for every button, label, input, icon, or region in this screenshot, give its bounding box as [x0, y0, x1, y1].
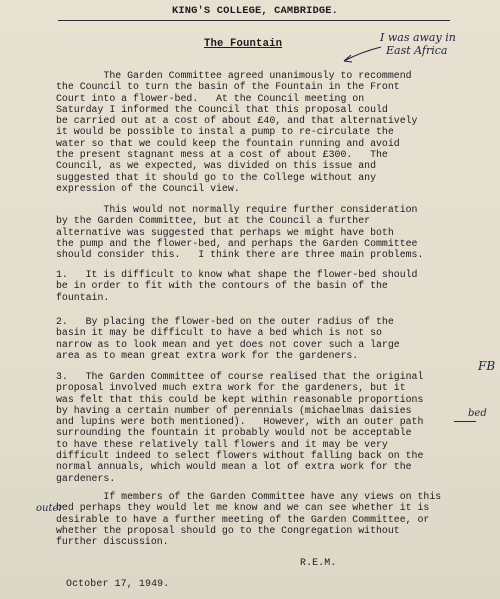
point-2 [56, 316, 486, 361]
text-line: area as to mean great extra work for the gardeners. [56, 349, 359, 361]
document-date: October 17, 1949. [66, 578, 170, 589]
text-line: whether the proposal should go to the Congregation without [56, 524, 400, 536]
margin-note-line1: I was away in [380, 31, 456, 44]
margin-arrow-icon [335, 44, 385, 66]
text-line: fountain. [56, 291, 110, 303]
college-header: KING'S COLLEGE, CAMBRIDGE. [172, 5, 339, 17]
handwritten-outer: outer [36, 503, 64, 514]
text-line: Saturday I informed the Council that this proposal could [56, 103, 388, 115]
point-1 [56, 269, 486, 303]
text-line: Council, as we expected, was divided on this issue and [56, 160, 377, 172]
page-title: The Fountain [204, 38, 283, 50]
text-line: gardeners. [56, 472, 116, 484]
text-line: narrow as to look mean and yet does not cover such a large [56, 338, 400, 350]
text-line: This would not normally require further consideration [56, 204, 418, 215]
margin-note-line2: East Africa [386, 44, 448, 57]
text-line: the present stagnant mess at a cost of about £300. The [56, 149, 388, 161]
text-line: basin it may be difficult to have a bed which is not so [56, 327, 382, 339]
text-line: surrounding the fountain it probably would not be acceptable [56, 427, 412, 439]
text-line: water so that we could keep the fountain running and avoid [56, 137, 400, 149]
text-line: 3. The Garden Committee of course realised that the original [56, 371, 424, 382]
text-line: be in order to fit with the contours of the basin of the [56, 280, 388, 292]
paragraph-2 [56, 204, 486, 260]
text-line: be carried out at a cost of about £40, and that alternatively [56, 115, 418, 127]
strikethrough-mark [454, 421, 476, 422]
text-line: was felt that this could be kept within reasonable proportions [56, 393, 424, 405]
text-line: should consider this. I think there are three main problems. [56, 249, 424, 261]
text-line: desirable to have a further meeting of the Garden Committee, or [56, 513, 430, 525]
text-line: it would be possible to instal a pump to re-circulate the [56, 126, 394, 138]
handwritten-initials: FB [478, 359, 496, 373]
text-line: by having a certain number of perennials (michaelmas daisies [56, 404, 412, 416]
paragraph-closing [56, 491, 486, 547]
text-line: alternative was suggested that perhaps we might have both [56, 226, 394, 238]
text-line: If members of the Garden Committee have any views on this [56, 491, 442, 502]
text-line: The Garden Committee agreed unanimously to recommend [56, 70, 412, 81]
signature-initials: R.E.M. [300, 557, 337, 568]
text-line: by the Garden Committee, but at the Council a further [56, 215, 371, 227]
text-line: normal annuals, which would mean a lot of extra work for the [56, 461, 412, 473]
header-rule [58, 20, 450, 21]
text-line: further discussion. [56, 536, 169, 548]
text-line: to have these relatively tall flowers and it may be very [56, 438, 388, 450]
text-line: expression of the Council view. [56, 182, 240, 194]
text-line: the pump and the flower-bed, and perhaps the Garden Committee [56, 237, 418, 249]
point-3 [56, 371, 486, 484]
text-line: 1. It is difficult to know what shape the flower-bed should [56, 269, 418, 280]
text-line: suggested that it should go to the College without any [56, 171, 377, 183]
handwritten-bed: bed [468, 408, 487, 419]
text-line: difficult indeed to select flowers without falling back on the [56, 450, 424, 462]
text-line: proposal involved much extra work for the gardeners, but it [56, 382, 406, 394]
text-line: Court into a flower-bed. At the Council meeting on [56, 92, 365, 104]
paragraph-1 [56, 70, 486, 194]
text-line: 2. By placing the flower-bed on the outer radius of the [56, 316, 394, 327]
text-line: the Council to turn the basin of the Fountain in the Front [56, 81, 400, 93]
text-line: bed perhaps they would let me know and we can see whether it is [56, 502, 430, 514]
text-line: and lupins were both mentioned). However, with an outer path [56, 416, 424, 428]
